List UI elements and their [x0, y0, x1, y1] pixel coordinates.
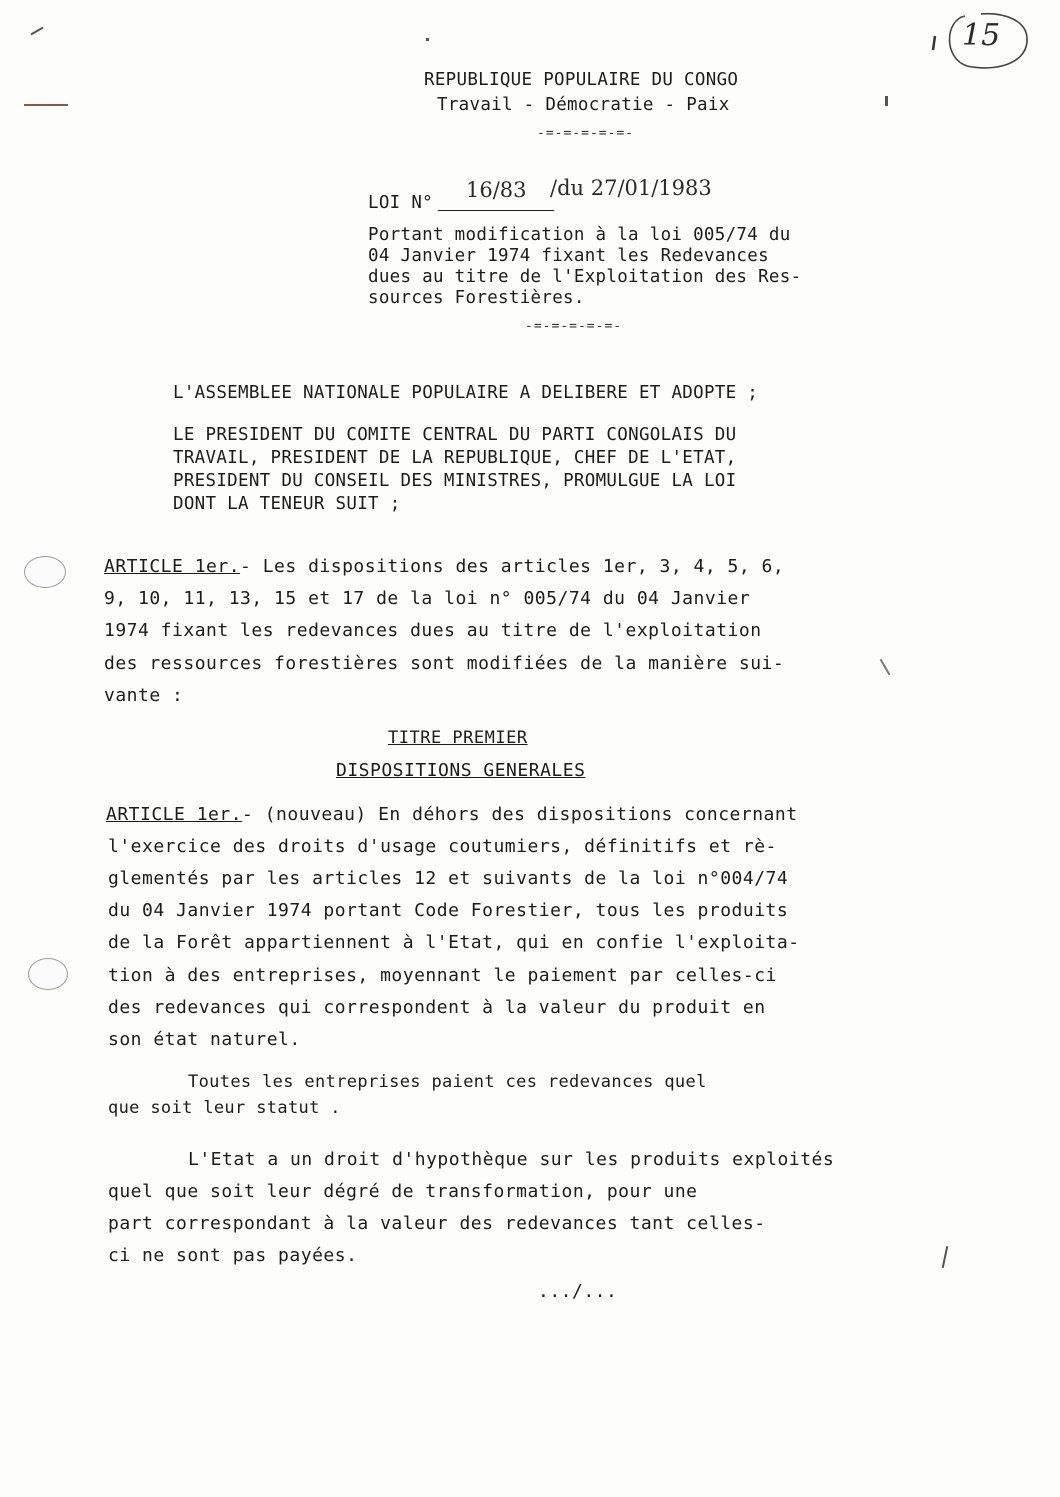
article-1-new-line: glementés par les articles 12 et suivants de la loi n°004/74 — [108, 868, 789, 889]
article-1-new-para3-line: quel que soit leur dégré de transformation, pour une — [108, 1181, 698, 1202]
scan-mark — [30, 27, 43, 36]
law-number: 16/83 — [466, 178, 527, 202]
law-prefix: LOI N° — [368, 193, 434, 213]
president-statement-line: TRAVAIL, PRESIDENT DE LA REPUBLIQUE, CHEF DE L'ETAT, — [173, 448, 737, 468]
article-1-line: vante : — [104, 685, 184, 706]
law-subject-line: 04 Janvier 1974 fixant les Redevances — [368, 246, 769, 266]
scan-mark — [880, 659, 891, 676]
president-statement-line: PRESIDENT DU CONSEIL DES MINISTRES, PROMULGUE LA LOI — [173, 471, 737, 491]
header-separator: -=-=-=-=-=- — [537, 126, 635, 141]
scan-mark — [885, 96, 888, 106]
titre-subheading: DISPOSITIONS GENERALES — [336, 760, 586, 781]
continuation-mark: .../... — [538, 1281, 618, 1302]
article-1-new-line: des redevances qui correspondent à la valeur du produit en — [108, 997, 766, 1018]
article-1-new-line: tion à des entreprises, moyennant le paiement par celles-ci — [108, 965, 777, 986]
law-subject-line: Portant modification à la loi 005/74 du — [368, 225, 791, 245]
article-1-line: des ressources forestières sont modifiées de la manière sui- — [104, 653, 785, 674]
assembly-statement: L'ASSEMBLEE NATIONALE POPULAIRE A DELIBERE ET ADOPTE ; — [173, 383, 759, 403]
article-1-line: 9, 10, 11, 13, 15 et 17 de la loi n° 005/74 du 04 Janvier — [104, 588, 751, 609]
article-1-label: ARTICLE 1er. — [104, 556, 241, 577]
article-1-line — [104, 556, 784, 577]
article-1-text: - Les dispositions des articles 1er, 3, 4, 5, 6, — [240, 556, 785, 577]
scan-mark — [24, 104, 68, 106]
article-1-new-para2-line: Toutes les entreprises paient ces redevances quel — [188, 1072, 707, 1092]
titre-heading: TITRE PREMIER — [388, 728, 528, 748]
article-1-new-line: du 04 Janvier 1974 portant Code Forestier, tous les produits — [108, 900, 789, 921]
president-statement-line: LE PRESIDENT DU COMITE CENTRAL DU PARTI CONGOLAIS DU — [173, 425, 737, 445]
article-1-line: 1974 fixant les redevances dues au titre de l'exploitation — [104, 620, 762, 641]
page-number: 15 — [962, 18, 1001, 53]
article-1-new-para3-line: L'Etat a un droit d'hypothèque sur les produits exploités — [188, 1149, 835, 1170]
article-1-new-line: l'exercice des droits d'usage coutumiers, définitifs et rè- — [108, 836, 777, 857]
article-1-new-line: son état naturel. — [108, 1029, 301, 1050]
republic-heading: REPUBLIQUE POPULAIRE DU CONGO — [424, 70, 739, 90]
subject-separator: -=-=-=-=-=- — [525, 319, 623, 334]
law-subject-line: sources Forestières. — [368, 288, 585, 308]
punch-hole-bottom — [28, 958, 68, 990]
law-number-underline — [438, 210, 554, 211]
article-1-new-text: - (nouveau) En déhors des dispositions concernant — [242, 804, 798, 825]
article-1-new-para3-line: ci ne sont pas payées. — [108, 1245, 358, 1266]
scan-mark — [942, 1246, 949, 1268]
law-subject-line: dues au titre de l'Exploitation des Res- — [368, 267, 802, 287]
law-date: /du 27/01/1983 — [550, 176, 712, 200]
president-statement-line: DONT LA TENEUR SUIT ; — [173, 494, 401, 514]
scan-mark — [426, 38, 429, 41]
article-1-new-line: de la Forêt appartiennent à l'Etat, qui en confie l'exploita- — [108, 932, 800, 953]
punch-hole-top — [24, 556, 66, 588]
article-1-new-para3-line: part correspondant à la valeur des redevances tant celles- — [108, 1213, 766, 1234]
article-1-new-label: ARTICLE 1er. — [106, 804, 243, 825]
motto: Travail - Démocratie - Paix — [437, 95, 730, 115]
article-1-new-para2-line: que soit leur statut . — [108, 1098, 341, 1118]
article-1-new-line — [106, 804, 798, 825]
